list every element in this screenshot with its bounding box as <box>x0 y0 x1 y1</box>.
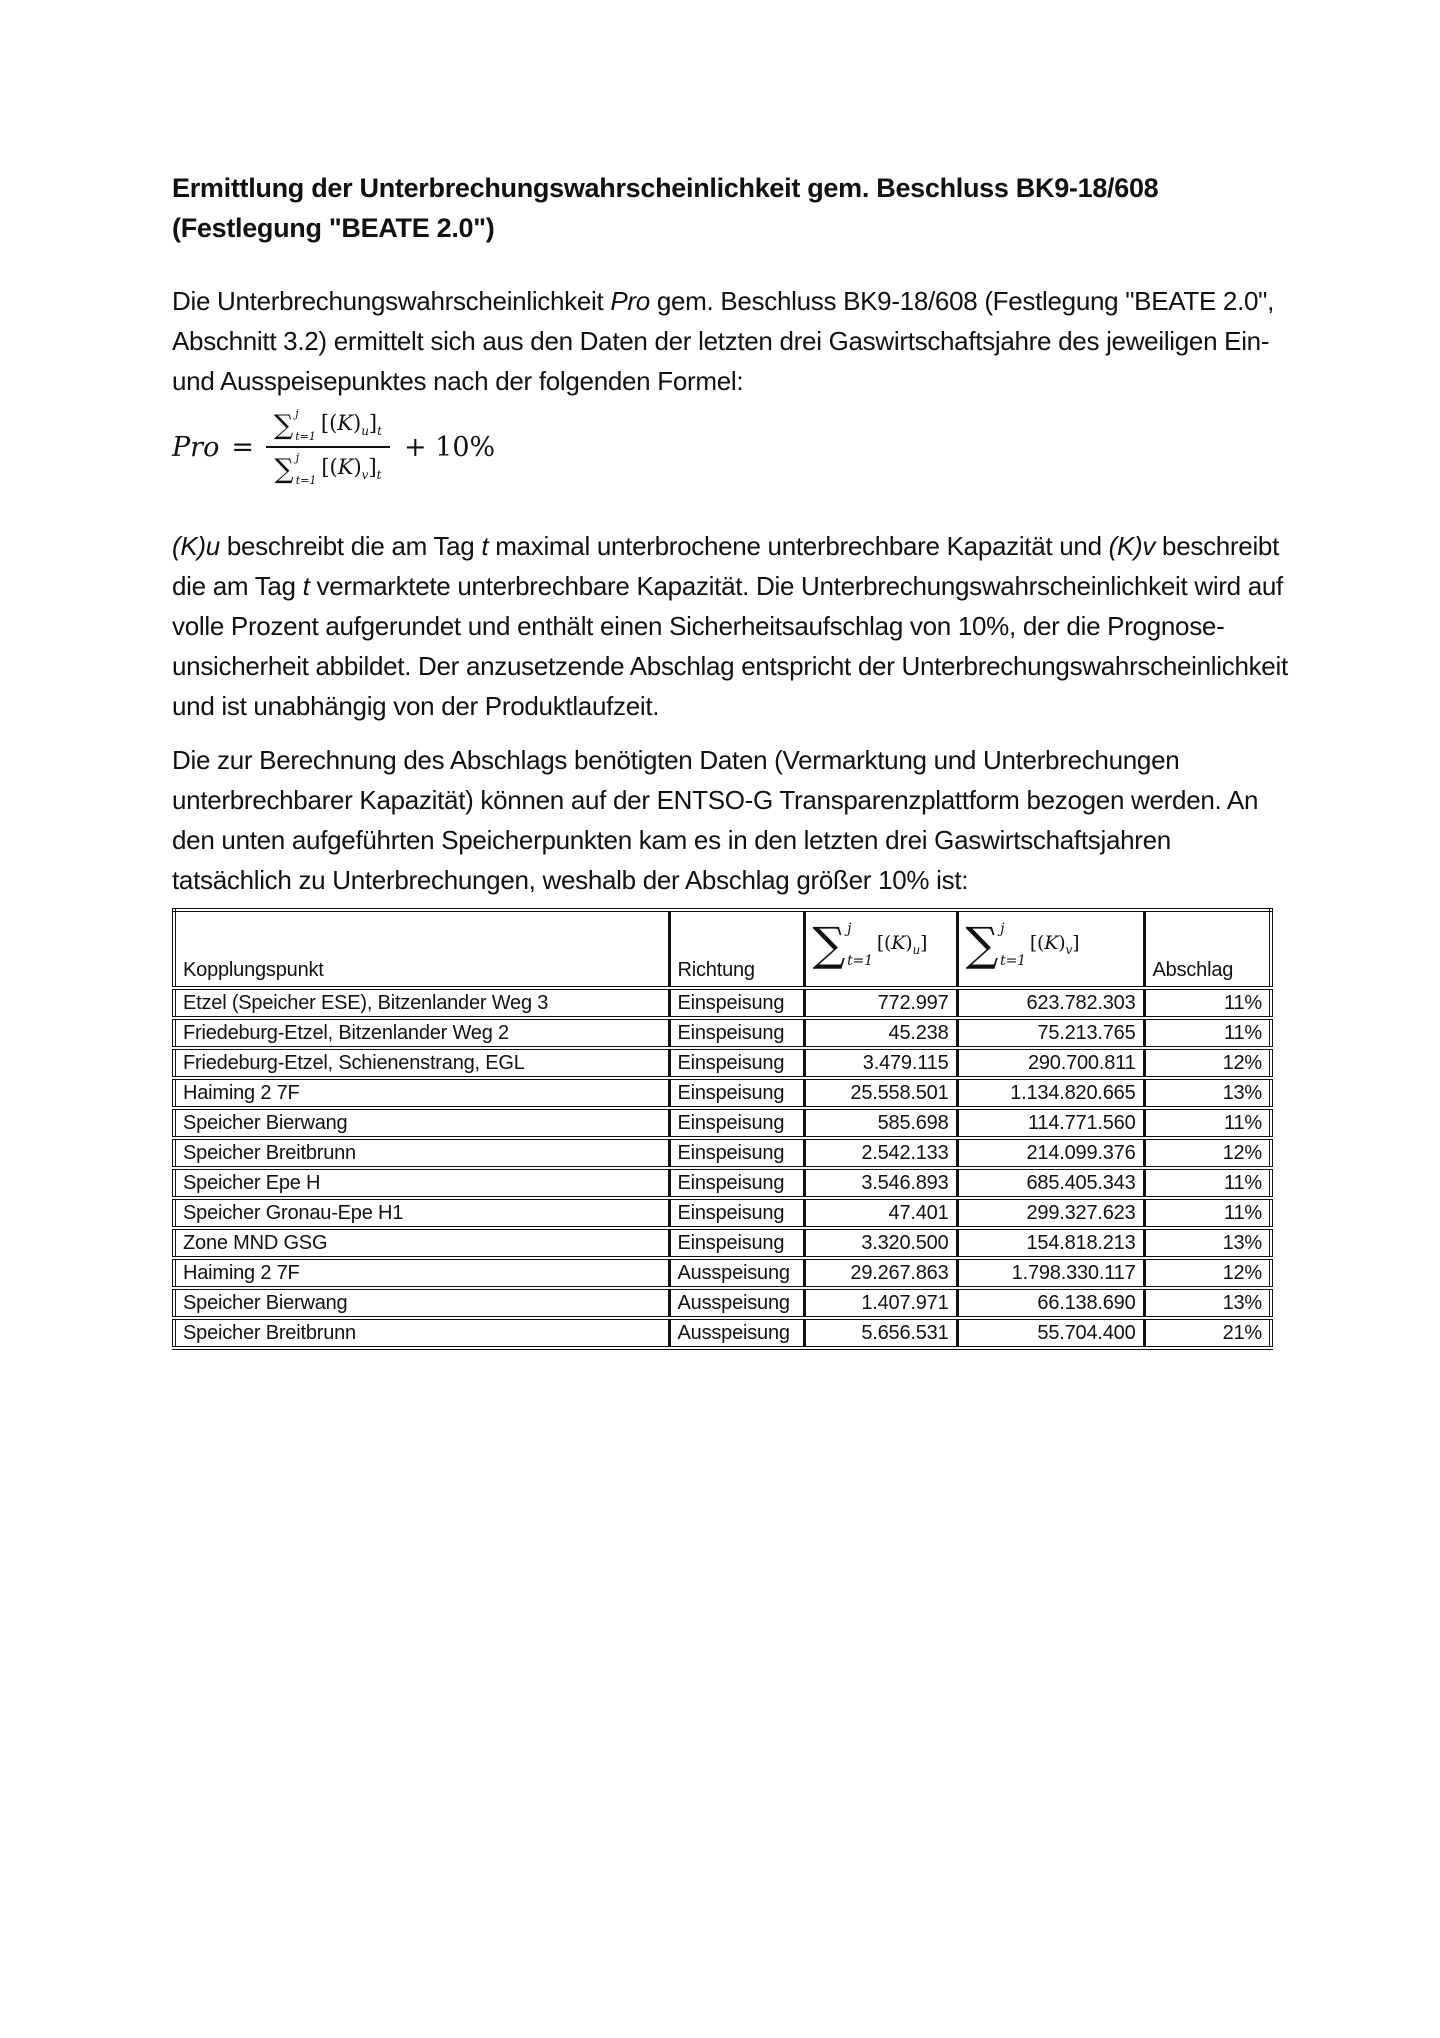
abschlag-cell: 13% <box>1144 1288 1271 1318</box>
t-variable: t <box>481 531 489 561</box>
richtung-cell: Einspeisung <box>669 1078 804 1108</box>
table-row <box>174 1168 1271 1198</box>
sum-v-cell: 214.099.376 <box>957 1138 1144 1168</box>
sigma-symbol: ∑ <box>965 917 999 971</box>
fraction-numerator <box>266 408 390 448</box>
title-line-1: Ermittlung der Unterbrechungswahrscheinlichkeit gem. Beschluss BK9-18/608 <box>172 173 1159 203</box>
sum-u-cell: 25.558.501 <box>804 1078 957 1108</box>
abschlag-cell: 12% <box>1144 1048 1271 1078</box>
richtung-cell: Einspeisung <box>669 988 804 1018</box>
table-row <box>174 1318 1271 1348</box>
header-abschlag: Abschlag <box>1144 910 1271 988</box>
sum-u-cell: 2.542.133 <box>804 1138 957 1168</box>
sum-operator <box>274 408 316 442</box>
richtung-cell: Einspeisung <box>669 1108 804 1138</box>
sum-u-cell: 772.997 <box>804 988 957 1018</box>
abschlag-cell: 21% <box>1144 1318 1271 1348</box>
table-row <box>174 1288 1271 1318</box>
abschlag-cell: 13% <box>1144 1228 1271 1258</box>
sum-v-cell: 1.134.820.665 <box>957 1078 1144 1108</box>
title-line-2: (Festlegung "BEATE 2.0") <box>172 213 495 243</box>
kopplungspunkt-cell: Haiming 2 7F <box>174 1078 669 1108</box>
paragraph-data-source: Die zur Berechnung des Abschlags benötigten Daten (Vermarktung und Unterbrechungen unterbrechbarer Kapazität) können auf der ENTSO-G Transparenzplattform bezogen werden. An den unten aufgeführten Speicherpunkten kam es in den letzten drei Gaswirtschaftsjahren tatsächlich zu Unterbrechungen, weshalb der Abschlag größer 10% ist: <box>172 745 1259 895</box>
abschlag-cell: 11% <box>1144 1108 1271 1138</box>
sum-u-cell: 29.267.863 <box>804 1258 957 1288</box>
table-row <box>174 1108 1271 1138</box>
abschlag-cell: 11% <box>1144 1198 1271 1228</box>
paragraph-intro <box>172 281 1297 401</box>
sum-v-cell: 55.704.400 <box>957 1318 1144 1348</box>
table-row <box>174 1048 1271 1078</box>
sum-limits: j t=1 <box>847 921 873 969</box>
sum-v-cell: 75.213.765 <box>957 1018 1144 1048</box>
kopplungspunkt-cell: Speicher Breitbrunn <box>174 1138 669 1168</box>
sum-u-cell: 45.238 <box>804 1018 957 1048</box>
header-kopplungspunkt: Kopplungspunkt <box>174 910 669 988</box>
sum-u-cell: 3.320.500 <box>804 1228 957 1258</box>
sum-lower-limit: t=1 <box>295 474 317 487</box>
sum-v-cell: 623.782.303 <box>957 988 1144 1018</box>
sum-v-cell: 66.138.690 <box>957 1288 1144 1318</box>
richtung-cell: Einspeisung <box>669 1138 804 1168</box>
sum-v-expression: $[(K)_v]$ <box>1029 931 1080 957</box>
sum-v-cell: 114.771.560 <box>957 1108 1144 1138</box>
sum-u-cell: 47.401 <box>804 1198 957 1228</box>
header-sum-v <box>957 910 1144 988</box>
sum-upper-limit: j <box>295 451 300 464</box>
sum-limits <box>296 452 317 486</box>
plus-ten-percent: + 10% <box>403 431 496 463</box>
richtung-cell: Einspeisung <box>669 1048 804 1078</box>
sum-upper-limit: j <box>295 407 299 420</box>
sigma-symbol: ∑ <box>274 453 294 485</box>
abschlag-cell: 11% <box>1144 1018 1271 1048</box>
t-variable: t <box>302 571 310 601</box>
equals-sign: = <box>231 431 254 463</box>
table-row <box>174 1198 1271 1228</box>
fraction-denominator <box>266 448 389 486</box>
pro-variable: Pro <box>610 286 650 316</box>
richtung-cell: Einspeisung <box>669 1168 804 1198</box>
header-sum-u <box>804 910 957 988</box>
richtung-cell: Einspeisung <box>669 1198 804 1228</box>
kopplungspunkt-cell: Zone MND GSG <box>174 1228 669 1258</box>
sum-limits <box>295 408 316 442</box>
abschlag-cell: 12% <box>1144 1258 1271 1288</box>
denominator-expression: $[(K)_v]_t$ <box>321 455 382 483</box>
richtung-cell: Einspeisung <box>669 1018 804 1048</box>
sum-u-cell: 5.656.531 <box>804 1318 957 1348</box>
table-row <box>174 1228 1271 1258</box>
paragraph-definitions: (K)u beschreibt die am Tag t maximal unterbrochene unterbrechbare Kapazität und (K)v beschreibt die am Tag t vermarktete unterbrechbare Kapazität. Die Unterbrechungswahrscheinlichkeit wird auf volle Prozent aufgerundet und enthält einen Sicherheitsaufschlag von 10%, der die Prognoseunsicherheit abbildet. Der anzusetzende Abschlag entspricht der Unterbrechungswahrscheinlichkeit und ist unabhängig von der Produktlaufzeit. <box>172 531 1288 721</box>
paragraph-text: gem. Beschluss BK9-18/608 (Festlegung "BEATE 2.0", Abschnitt 3.2) ermittelt sich aus den Daten der letzten drei Gaswirtschaftsjahre des jeweiligen Ein- und Ausspeisepunktes nach der folgenden Formel: <box>172 286 1275 396</box>
kopplungspunkt-cell: Friedeburg-Etzel, Schienenstrang, EGL <box>174 1048 669 1078</box>
sum-v-cell: 1.798.330.117 <box>957 1258 1144 1288</box>
kopplungspunkt-cell: Speicher Breitbrunn <box>174 1318 669 1348</box>
abschlag-cell: 12% <box>1144 1138 1271 1168</box>
sum-v-cell: 685.405.343 <box>957 1168 1144 1198</box>
formula-fraction <box>266 408 390 486</box>
paragraph-text: Die Unterbrechungswahrscheinlichkeit <box>172 286 611 316</box>
kopplungspunkt-cell: Friedeburg-Etzel, Bitzenlander Weg 2 <box>174 1018 669 1048</box>
richtung-cell: Einspeisung <box>669 1228 804 1258</box>
abschlag-cell: 11% <box>1144 988 1271 1018</box>
table-header-row <box>174 910 1271 988</box>
abschlag-cell: 11% <box>1144 1168 1271 1198</box>
kv-variable: (K)v <box>1108 531 1156 561</box>
pro-formula <box>172 400 1297 494</box>
abschlag-cell: 13% <box>1144 1078 1271 1108</box>
sum-u-cell: 585.698 <box>804 1108 957 1138</box>
sum-limits: j t=1 <box>1000 921 1026 969</box>
kopplungspunkt-cell: Speicher Gronau-Epe H1 <box>174 1198 669 1228</box>
numerator-expression: $[(K)_u]_t$ <box>320 411 382 439</box>
header-richtung: Richtung <box>669 910 804 988</box>
richtung-cell: Ausspeisung <box>669 1258 804 1288</box>
sum-u-cell: 3.546.893 <box>804 1168 957 1198</box>
richtung-cell: Ausspeisung <box>669 1288 804 1318</box>
sigma-symbol: ∑ <box>273 409 294 441</box>
document-title <box>172 168 1297 248</box>
interruption-table <box>172 908 1273 1350</box>
kopplungspunkt-cell: Speicher Bierwang <box>174 1108 669 1138</box>
sum-operator <box>274 452 316 486</box>
sum-v-cell: 299.327.623 <box>957 1198 1144 1228</box>
sum-v-cell: 290.700.811 <box>957 1048 1144 1078</box>
table-row <box>174 1258 1271 1288</box>
ku-variable: (K)u <box>172 531 220 561</box>
richtung-cell: Ausspeisung <box>669 1318 804 1348</box>
sum-u-expression: $[(K)_u]$ <box>876 931 928 957</box>
kopplungspunkt-cell: Speicher Epe H <box>174 1168 669 1198</box>
kopplungspunkt-cell: Etzel (Speicher ESE), Bitzenlander Weg 3 <box>174 988 669 1018</box>
table-row <box>174 1018 1271 1048</box>
interruption-table-section <box>172 908 1297 1350</box>
kopplungspunkt-cell: Speicher Bierwang <box>174 1288 669 1318</box>
kopplungspunkt-cell: Haiming 2 7F <box>174 1258 669 1288</box>
formula-lhs: Pro <box>172 431 220 463</box>
table-row <box>174 988 1271 1018</box>
sum-u-cell: 3.479.115 <box>804 1048 957 1078</box>
sigma-symbol: ∑ <box>812 917 846 971</box>
table-row <box>174 1138 1271 1168</box>
sum-v-cell: 154.818.213 <box>957 1228 1144 1258</box>
sum-u-cell: 1.407.971 <box>804 1288 957 1318</box>
table-row <box>174 1078 1271 1108</box>
sum-lower-limit: t=1 <box>295 430 316 443</box>
